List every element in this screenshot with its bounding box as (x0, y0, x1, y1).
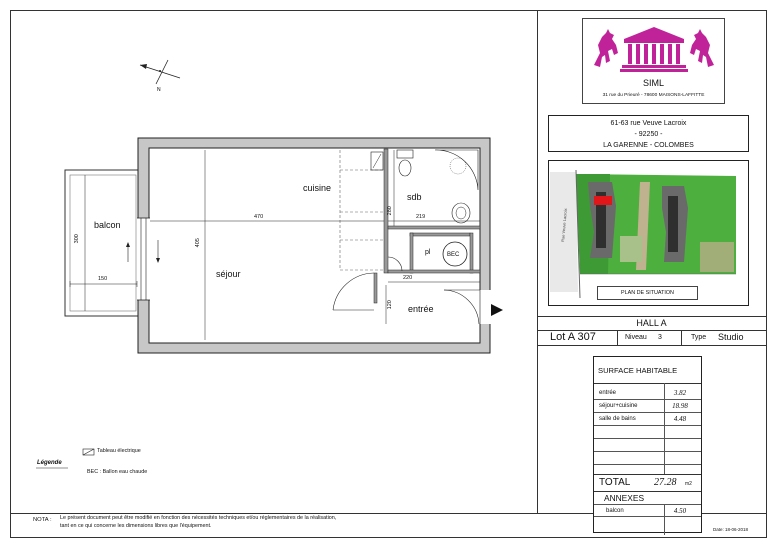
dim-219: 219 (416, 214, 426, 220)
legend-title: Légende (37, 460, 62, 466)
row-value: 4.48 (673, 415, 687, 423)
svg-text:N: N (157, 87, 161, 93)
lot-row-bottom (537, 345, 766, 346)
total-value: 27.28 (654, 477, 677, 488)
row-label: séjour+cuisine (599, 403, 638, 409)
title-block-divider (537, 10, 538, 513)
dim-470: 470 (254, 214, 264, 220)
hall-label: HALL A (636, 318, 667, 328)
type-value: Studio (718, 332, 744, 342)
row-value: 18.98 (672, 402, 688, 410)
legend-tableau: Tableau électrique (97, 448, 141, 454)
niveau-label: Niveau (625, 334, 647, 341)
dim-120: 120 (386, 300, 393, 310)
total-unit: m2 (685, 481, 692, 487)
site-plan-map (550, 162, 748, 305)
total-label: TOTAL (599, 477, 631, 488)
room-label-entree: entrée (408, 304, 434, 314)
company-name: SIML (642, 78, 664, 88)
annexes-rows (594, 504, 701, 535)
table-row (594, 452, 701, 465)
dim-405: 405 (194, 238, 201, 248)
dim-280: 280 (386, 206, 393, 216)
table-row (594, 387, 701, 400)
company-logo-box (582, 18, 725, 104)
project-address-line1: 61-63 rue Veuve Lacroix (610, 120, 687, 127)
svg-text:Rue Veuve Lacroix: Rue Veuve Lacroix (560, 208, 568, 243)
row-label: balcon (606, 508, 624, 514)
nota-line1: Le présent document peut être modifié en fonction des nécessités techniques et/ou réglementaires de la réalisation, (60, 515, 337, 521)
document-date: Date: 18-06-2018 (713, 527, 749, 532)
annexes-title: ANNEXES (604, 493, 645, 503)
row-label: entrée (599, 390, 617, 396)
site-plan-box (548, 160, 749, 306)
surface-rows (594, 383, 701, 474)
project-address-line2: - 92250 - (634, 131, 663, 138)
total-row (594, 474, 701, 492)
room-label-sejour: séjour (216, 269, 241, 279)
nota-label: NOTA : (33, 517, 52, 523)
table-row (594, 400, 701, 413)
table-row (594, 505, 701, 517)
room-label-sdb: sdb (407, 192, 422, 202)
table-row (594, 439, 701, 452)
company-address: 31 rue du Prieuré - 78600 MAISONS-LAFFITTE (602, 93, 705, 98)
tableau-electrique-icon (83, 449, 94, 455)
surface-table (593, 356, 702, 533)
dim-220: 220 (403, 275, 413, 281)
surface-title-row (594, 357, 701, 384)
room-label-pl: pl (425, 249, 431, 256)
row-label: salle de bains (599, 416, 636, 422)
dim-300: 300 (73, 234, 80, 244)
row-value: 4.50 (673, 507, 687, 515)
north-arrow-icon (140, 60, 180, 93)
row-value: 3.82 (673, 389, 687, 397)
table-row (594, 426, 701, 439)
table-row (594, 413, 701, 426)
lot-number: Lot A 307 (550, 331, 596, 343)
niveau-value: 3 (658, 334, 662, 341)
room-label-bec: BEC (447, 252, 460, 258)
legend-bec: BEC : Ballon eau chaude (87, 469, 148, 475)
room-label-cuisine: cuisine (303, 183, 332, 193)
hall-divider (537, 316, 766, 317)
company-logo (590, 23, 718, 75)
nota-line2: tant en ce qui concerne les dimensions libres que l'équipement. (60, 523, 212, 529)
project-address-line3: LA GARENNE - COLOMBES (603, 142, 694, 149)
surface-title: SURFACE HABITABLE (598, 366, 678, 375)
site-plan-caption: PLAN DE SITUATION (597, 286, 698, 300)
room-label-balcon: balcon (94, 220, 121, 230)
dim-150: 150 (98, 276, 108, 282)
project-address-box (548, 115, 749, 152)
type-label: Type (691, 334, 707, 341)
